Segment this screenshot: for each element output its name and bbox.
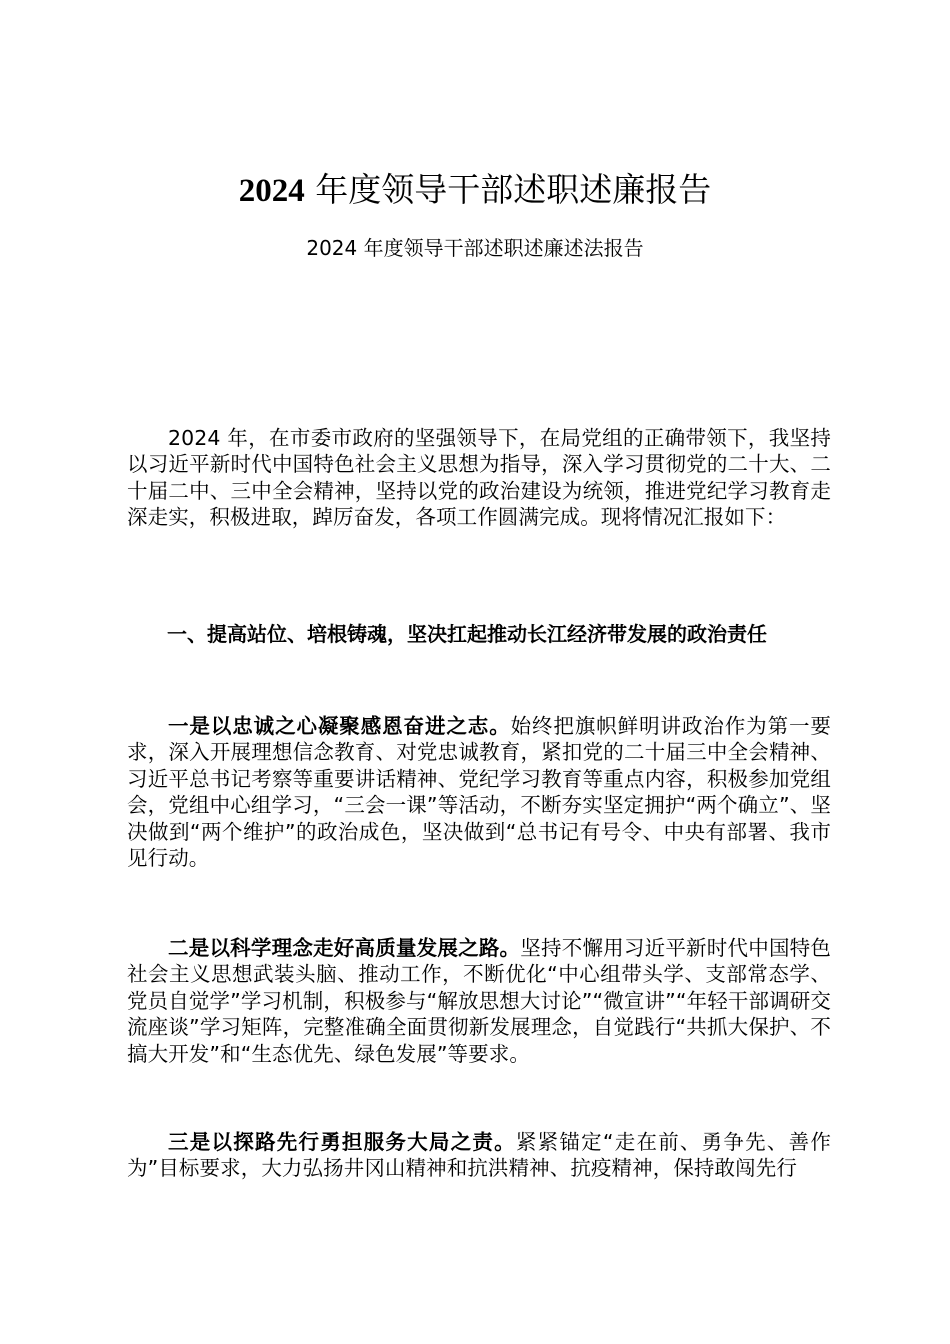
item-3-body: 紧紧锚定“走在前、勇争先、善作为”目标要求，大力弘扬井冈山精神和抗洪精神、抗疫精神，保持敢闯先行 <box>127 1130 831 1181</box>
item-1-body: 始终把旗帜鲜明讲政治作为第一要求，深入开展理想信念教育、对党忠诚教育，紧扣党的二十届三中全会精神、习近平总书记考察等重要讲话精神、党纪学习教育等重点内容，积极参加党组会，党组中心组学习，“三会一课”等活动，不断夯实坚定拥护“两个确立”、坚决做到“两个维护”的政治成色，坚决做到“总书记有号令、中央有部署、我市见行动。 <box>127 714 831 871</box>
title-year: 2024 <box>238 173 305 209</box>
item-1-paragraph <box>127 713 831 871</box>
item-2-lead: 二是以科学理念走好高质量发展之路。 <box>168 936 521 960</box>
section-1-heading: 一、提高站位、培根铸魂，坚决扛起推动长江经济带发展的政治责任 <box>167 622 767 646</box>
document-subtitle: 2024 年度领导干部述职述廉述法报告 <box>306 236 644 260</box>
item-3-paragraph <box>127 1129 831 1182</box>
intro-paragraph: 2024 年，在市委市政府的坚强领导下，在局党组的正确带领下，我坚持以习近平新时代中国特色社会主义思想为指导，深入学习贯彻党的二十大、二十届二中、三中全会精神，坚持以党的政治建设为统领，推进党纪学习教育走深走实，积极进取，踔厉奋发，各项工作圆满完成。现将情况汇报如下： <box>127 426 831 530</box>
item-3-lead: 三是以探路先行勇担服务大局之责。 <box>168 1130 516 1154</box>
document-title <box>0 168 950 213</box>
item-2-body: 坚持不懈用习近平新时代中国特色社会主义思想武装头脑、推动工作，不断优化“中心组带头学、支部常态学、党员自觉学”学习机制，积极参与“解放思想大讨论”“微宣讲”“年轻干部调研交流座谈”学习矩阵，完整准确全面贯彻新发展理念，自觉践行“共抓大保护、不搞大开发”和“生态优先、绿色发展”等要求。 <box>127 936 831 1066</box>
item-2-paragraph <box>127 935 831 1067</box>
item-1-lead: 一是以忠诚之心凝聚感恩奋进之志。 <box>168 714 511 738</box>
title-text: 年度领导干部述职述廉报告 <box>315 170 712 209</box>
